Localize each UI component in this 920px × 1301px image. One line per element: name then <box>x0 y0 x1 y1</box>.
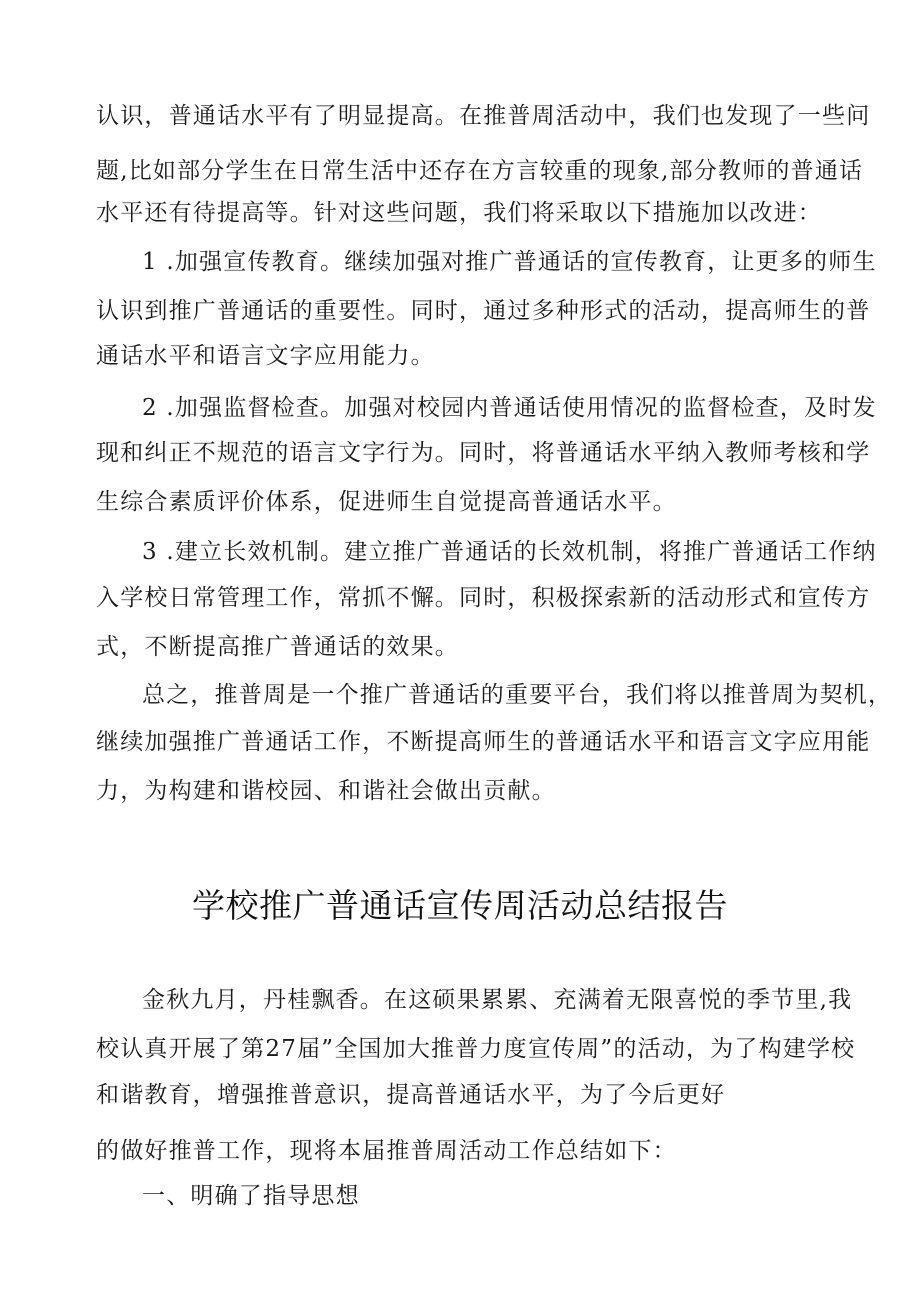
conclusion-line: 力，为构建和谐校园、和谐社会做出贡献。 <box>96 778 556 804</box>
list-item-3-line: 入学校日常管理工作，常抓不懈。同时，积极探索新的活动形式和宣传方 <box>96 585 871 611</box>
list-item-3-line: 3 .建立长效机制。建立推广普通话的长效机制，将推广普通话工作纳 <box>142 539 877 565</box>
list-item-2-line: 2 .加强监督检查。加强对校园内普通话使用情况的监督检查，及时发 <box>142 395 877 421</box>
conclusion-line: 总之，推普周是一个推广普通话的重要平台，我们将以推普周为契机， <box>142 682 893 708</box>
intro-line: 的做好推普工作，现将本届推普周活动工作总结如下： <box>96 1138 677 1164</box>
list-item-2-line: 生综合素质评价体系，促进师生自觉提高普通话水平。 <box>96 489 677 515</box>
intro-line: 和谐教育，增强推普意识，提高普通话水平，为了今后更好 <box>96 1082 726 1108</box>
list-item-1-line: 通话水平和语言文字应用能力。 <box>96 343 435 369</box>
paragraph-line: 认识，普通话水平有了明显提高。在推普周活动中，我们也发现了一些问 <box>96 103 871 129</box>
section-heading: 一、明确了指导思想 <box>142 1183 360 1209</box>
intro-line: 校认真开展了第27届”全国加大推普力度宣传周”的活动，为了构建学校 <box>96 1036 856 1062</box>
conclusion-line: 继续加强推广普通话工作，不断提高师生的普通话水平和语言文字应用能 <box>96 729 871 755</box>
list-item-1-line: 1 .加强宣传教育。继续加强对推广普通话的宣传教育，让更多的师生 <box>142 249 877 275</box>
list-item-1-line: 认识到推广普通话的重要性。同时，通过多种形式的活动，提高师生的普 <box>96 298 871 324</box>
list-item-3-line: 式，不断提高推广普通话的效果。 <box>96 634 459 660</box>
paragraph-line: 题,比如部分学生在日常生活中还存在方言较重的现象,部分教师的普通话 <box>96 158 864 184</box>
list-item-2-line: 现和纠正不规范的语言文字行为。同时，将普通话水平纳入教师考核和学 <box>96 440 871 466</box>
paragraph-line: 水平还有待提高等。针对这些问题，我们将采取以下措施加以改进： <box>96 200 822 226</box>
intro-line: 金秋九月，丹桂飘香。在这硕果累累、充满着无限喜悦的季节里,我 <box>142 987 853 1013</box>
report-title: 学校推广普通话宣传周活动总结报告 <box>192 886 728 925</box>
